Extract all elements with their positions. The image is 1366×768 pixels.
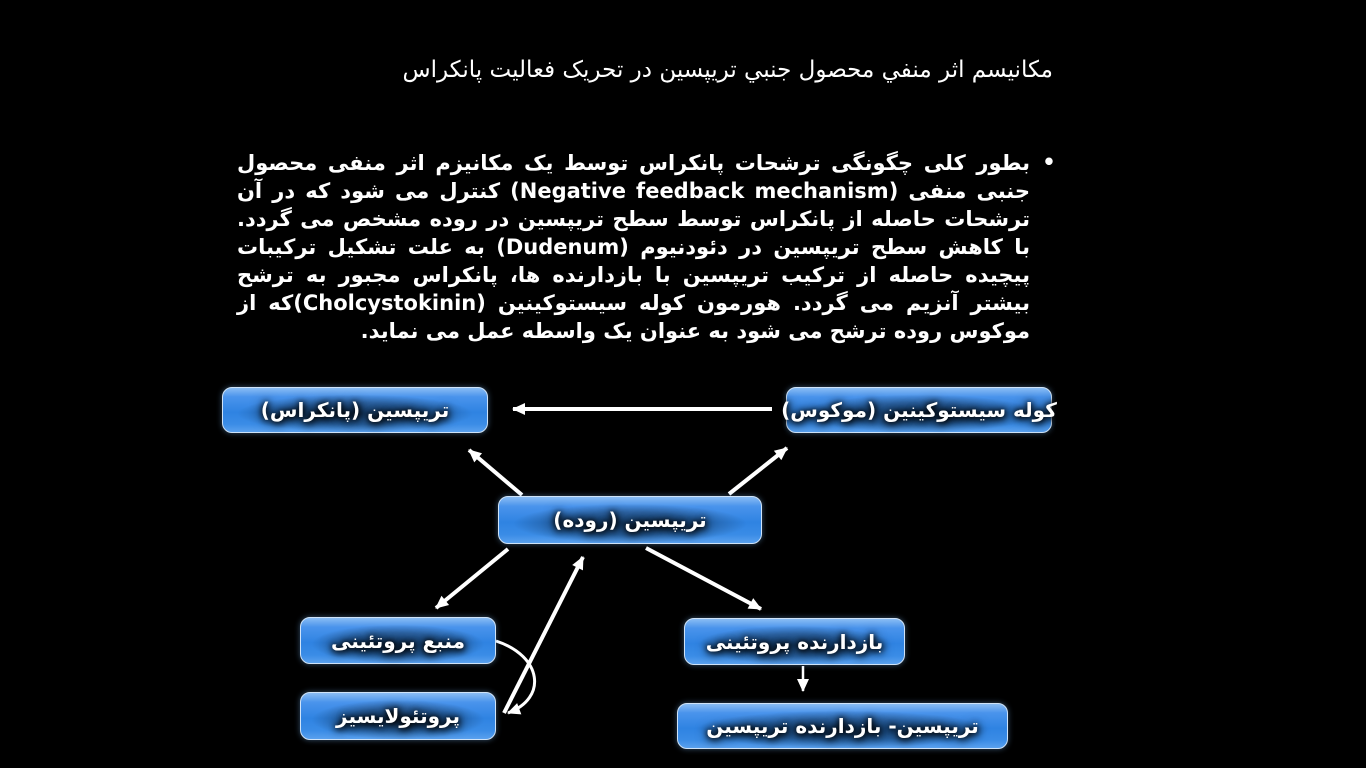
arrow-intestine-to-protein-inhibitor (646, 548, 761, 609)
node-trypsin-intestine: تریپسین (روده) (498, 496, 762, 544)
arrow-protein-source-to-proteolysis (496, 641, 535, 713)
node-trypsin-pancreas: تریپسین (پانکراس) (222, 387, 488, 433)
slide-title: مکانیسم اثر منفي محصول جنبي تریپسین در تحریک فعالیت پانکراس (402, 57, 1053, 83)
body-paragraph: بطور کلی چگونگی ترشحات پانکراس توسط یک مکانیزم اثر منفی محصول جنبی منفی (Negative feedback mechanism) کنترل می شود که در آن ترشحات حاصله از پانکراس توسط سطح تریپسین در روده مشخص می گردد. با کاهش سطح تریپسین در دئودنیوم (Dudenum) به علت تشکیل ترکیبات پیچیده حاصله از ترکیب تریپسین با بازدارنده ها، پانکراس مجبور به ترشح بیشتر آنزیم می گردد. هورمون کوله سیستوکینین (Cholcystokinin)که از موکوس روده ترشح می شود به عنوان یک واسطه عمل می نماید. (237, 151, 1030, 343)
bullet-marker: • (1042, 150, 1056, 174)
node-proteolysis: پروتئولایسیز (300, 692, 496, 740)
arrow-intestine-to-trypsin-pancreas (469, 450, 522, 495)
node-trypsin-inhibitor-complex: تریپسین- بازدارنده تریپسین (677, 703, 1008, 749)
arrow-intestine-to-cholecystokinin (729, 448, 787, 494)
arrow-proteolysis-to-trypsin-intestine (504, 557, 583, 713)
arrow-intestine-to-protein-source (436, 549, 508, 608)
node-protein-inhibitor: بازدارنده پروتئینی (684, 618, 905, 665)
node-cholecystokinin-mucus: کوله سیستوکینین (موکوس) (786, 387, 1052, 433)
node-protein-source: منبع پروتئینی (300, 617, 496, 664)
